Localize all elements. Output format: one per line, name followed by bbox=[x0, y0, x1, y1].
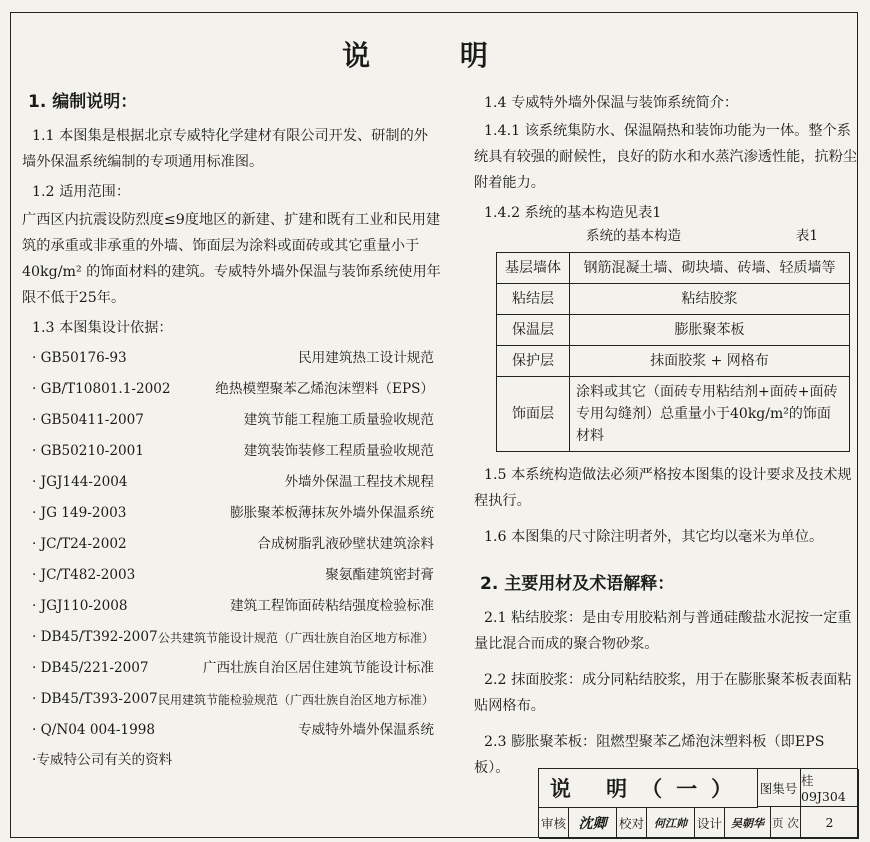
reference-item: · DB45/221-2007 广西壮族自治区居住建筑节能设计标准 bbox=[22, 653, 442, 684]
reference-item: · JGJ144-2004 外墙外保温工程技术规程 bbox=[22, 467, 442, 498]
section2-heading: 2. 主要用材及术语解释： bbox=[480, 574, 675, 594]
desc-cell: 粘结胶浆 bbox=[570, 284, 850, 315]
table-caption bbox=[474, 230, 858, 244]
reference-item: · JGJ110-2008 建筑工程饰面砖粘结强度检验标准 bbox=[22, 591, 442, 622]
check-label: 校对 bbox=[617, 807, 647, 839]
table-row bbox=[497, 346, 850, 377]
title-block bbox=[538, 768, 858, 838]
table-row bbox=[497, 253, 850, 284]
sheet-title: 说 明（一） bbox=[539, 769, 758, 808]
reference-item: · DB45/T393-2007 民用建筑节能检验规范（广西壮族自治区地方标准） bbox=[22, 684, 442, 715]
reference-list bbox=[22, 343, 442, 774]
table-row bbox=[497, 315, 850, 346]
atlas-label: 图集号 bbox=[757, 769, 801, 807]
page-number: 2 bbox=[801, 807, 859, 839]
para-1-4-1: 1.4.1 该系统集防水、保温隔热和装饰功能为一体。整个系统具有较强的耐候性，良好的防水和水蒸汽渗透性能，抗粉尘附着能力。 bbox=[474, 123, 858, 192]
reference-item: · JC/T24-2002 合成树脂乳液砂壁状建筑涂料 bbox=[22, 529, 442, 560]
para-2-1: 2.1 粘结胶浆：是由专用胶粘剂与普通硅酸盐水泥按一定重量比混合而成的聚合物砂浆。 bbox=[474, 610, 852, 652]
layer-cell: 保温层 bbox=[497, 315, 570, 346]
reference-item: · Q/N04 004-1998 专威特外墙外保温系统 bbox=[22, 715, 442, 746]
para-1-4-2: 1.4.2 系统的基本构造见表1 bbox=[484, 205, 662, 222]
layer-cell: 基层墙体 bbox=[497, 253, 570, 284]
right-column bbox=[474, 96, 858, 791]
reference-item: · JG 149-2003 膨胀聚苯板薄抹灰外墙外保温系统 bbox=[22, 498, 442, 529]
reference-item: · DB45/T392-2007 公共建筑节能设计规范（广西壮族自治区地方标准） bbox=[22, 622, 442, 653]
reference-item: · GB50176-93 民用建筑热工设计规范 bbox=[22, 343, 442, 374]
para-1-2-head: 1.2 适用范围： bbox=[32, 184, 131, 200]
para-1-2-body: 广西区内抗震设防烈度≤9度地区的新建、扩建和既有工业和民用建筑的承重或非承重的外墙、饰面层为涂料或面砖或其它重量小于40kg/m² 的饰面材料的建筑。专威特外墙外保温与装饰系统使用年限不低于25年。 bbox=[22, 212, 441, 307]
desc-cell: 膨胀聚苯板 bbox=[570, 315, 850, 346]
reference-item: · JC/T482-2003 聚氨酯建筑密封膏 bbox=[22, 560, 442, 591]
table-caption-text: 系统的基本构造 bbox=[586, 228, 682, 245]
reference-item: · GB/T10801.1-2002 绝热模塑聚苯乙烯泡沫塑料（EPS） bbox=[22, 374, 442, 405]
para-1-3-head: 1.3 本图集设计依据： bbox=[32, 320, 173, 337]
reference-item: · GB50210-2001 建筑装饰装修工程质量验收规范 bbox=[22, 436, 442, 467]
desc-cell: 钢筋混凝土墙、砌块墙、砖墙、轻质墙等 bbox=[570, 253, 850, 284]
desc-cell: 抹面胶浆 + 网格布 bbox=[570, 346, 850, 377]
desc-cell: 涂料或其它（面砖专用粘结剂+面砖+面砖专用勾缝剂）总重量小于40kg/m²的饰面材料 bbox=[570, 377, 850, 452]
table-number: 表1 bbox=[795, 228, 818, 245]
para-1-4-head: 1.4 专威特外墙外保温与装饰系统简介： bbox=[484, 95, 739, 111]
para-2-3: 2.3 膨胀聚苯板：阻燃型聚苯乙烯泡沫塑料板（即EPS板）。 bbox=[474, 734, 825, 776]
para-2-2: 2.2 抹面胶浆：成分同粘结胶浆，用于在膨胀聚苯板表面粘贴网格布。 bbox=[474, 672, 852, 714]
para-1-1: 1.1 本图集是根据北京专威特化学建材有限公司开发、研制的外墙外保温系统编制的专项通用标准图。 bbox=[22, 128, 428, 170]
table-row bbox=[497, 284, 850, 315]
reference-item-last: · 专威特公司有关的资料 bbox=[22, 746, 442, 774]
check-signature: 何江帅 bbox=[647, 807, 695, 839]
layer-cell: 饰面层 bbox=[497, 377, 570, 452]
para-1-6: 1.6 本图集的尺寸除注明者外，其它均以毫米为单位。 bbox=[484, 529, 824, 545]
section1-heading: 1. 编制说明： bbox=[28, 92, 138, 112]
design-label: 设计 bbox=[695, 807, 725, 839]
para-1-5: 1.5 本系统构造做法必须严格按本图集的设计要求及技术规程执行。 bbox=[474, 467, 852, 509]
layer-cell: 粘结层 bbox=[497, 284, 570, 315]
reference-item: · GB50411-2007 建筑节能工程施工质量验收规范 bbox=[22, 405, 442, 436]
page-label: 页 次 bbox=[771, 807, 801, 839]
table-row bbox=[497, 377, 850, 452]
review-signature: 沈卿 bbox=[569, 807, 617, 839]
review-label: 审核 bbox=[539, 807, 569, 839]
construction-table bbox=[496, 252, 850, 452]
left-column bbox=[22, 90, 442, 774]
atlas-number: 桂09J304 bbox=[801, 769, 859, 807]
design-signature: 吴朝华 bbox=[725, 807, 771, 839]
layer-cell: 保护层 bbox=[497, 346, 570, 377]
page-title: 说 明 bbox=[342, 39, 528, 72]
